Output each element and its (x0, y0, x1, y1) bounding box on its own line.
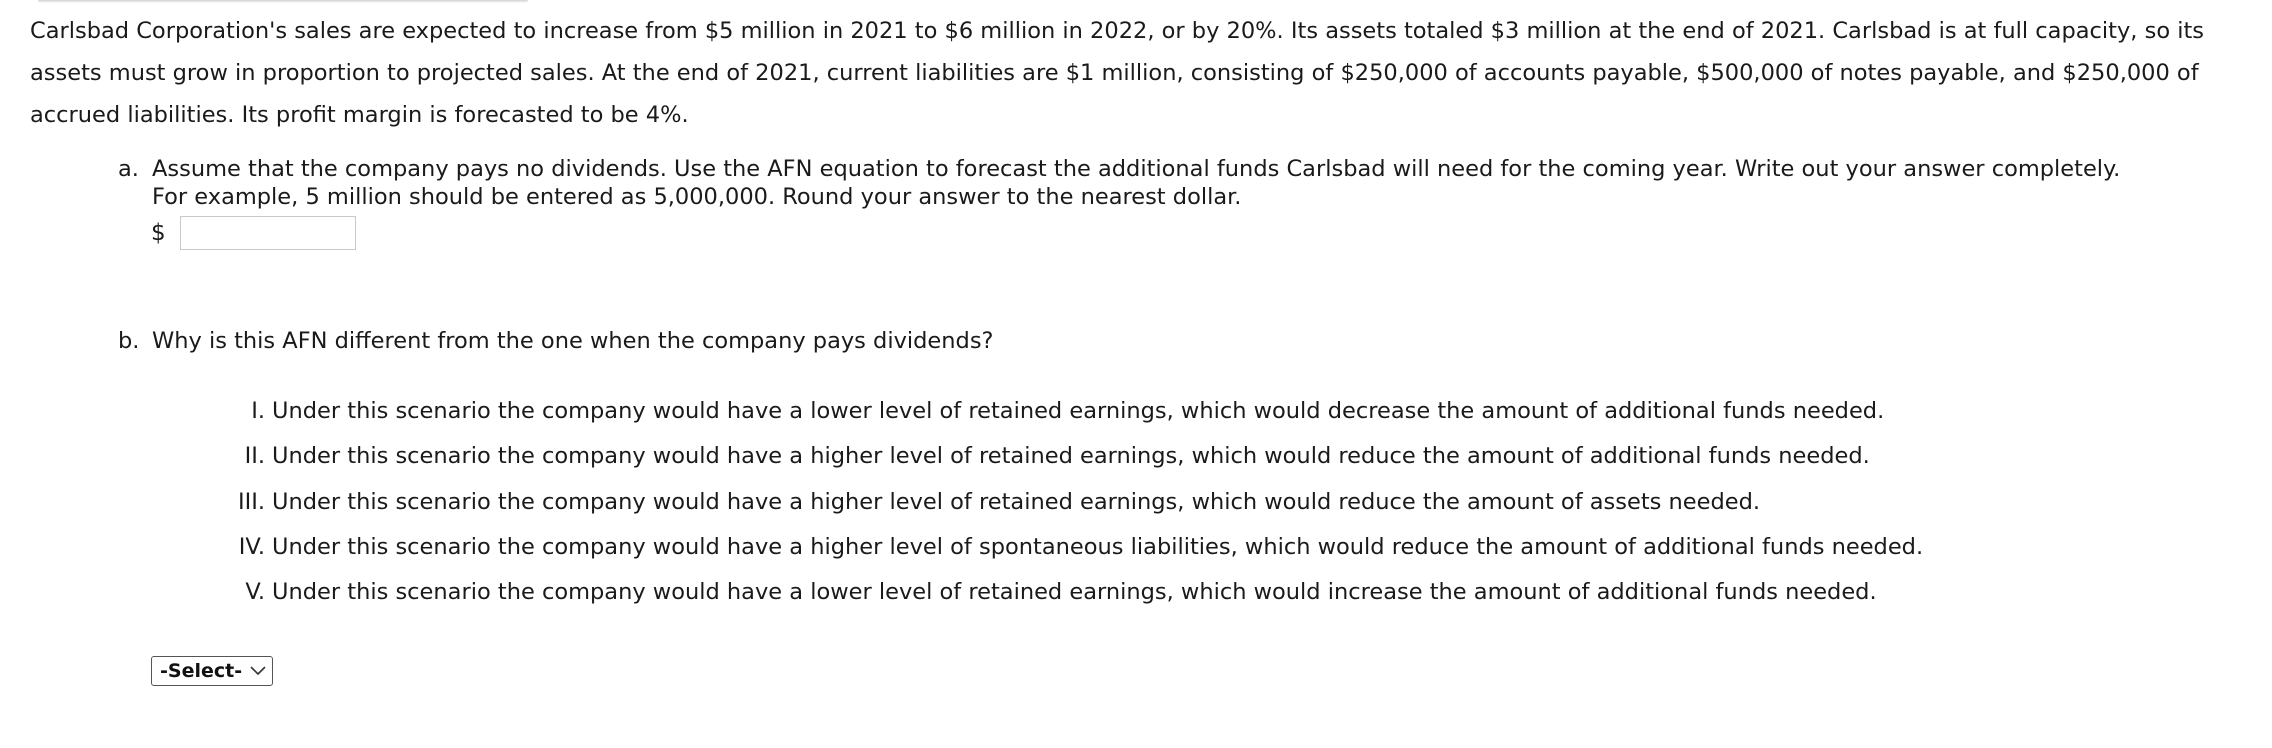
part-b-text: Why is this AFN different from the one when the company pays dividends? (152, 328, 994, 354)
part-b-label: b. (118, 328, 140, 354)
top-edge-shadow (38, 0, 528, 3)
select-value: -Select- (160, 660, 243, 682)
part-a-text: Assume that the company pays no dividends. Use the AFN equation to forecast the additional funds Carlsbad will need for the coming year. Write out your answer completely. For example, 5 million should be entered as 5,000,000. Round your answer to the nearest dollar. (152, 156, 2121, 210)
part-a-label: a. (118, 156, 139, 182)
option-number: III. (237, 489, 265, 515)
afn-answer-input[interactable] (180, 216, 356, 250)
chevron-down-icon (250, 666, 266, 676)
answer-row (151, 213, 356, 253)
option-number: IV. (238, 534, 265, 560)
option-text: Under this scenario the company would have a lower level of retained earnings, which would increase the amount of additional funds needed. (272, 579, 1877, 605)
option-number: V. (245, 579, 265, 605)
option-text: Under this scenario the company would have a higher level of retained earnings, which would reduce the amount of assets needed. (272, 489, 1761, 515)
answer-select-dropdown[interactable] (151, 656, 273, 686)
currency-symbol: $ (151, 220, 166, 246)
part-a (118, 155, 2148, 211)
question-intro: Carlsbad Corporation's sales are expected to increase from $5 million in 2021 to $6 million in 2022, or by 20%. Its assets totaled $3 million at the end of 2021. Carlsbad is at full capacity, so its assets must grow in proportion to projected sales. At the end of 2021, current liabilities are $1 million, consisting of $250,000 of accounts payable, $500,000 of notes payable, and $250,000 of accrued liabilities. Its profit margin is forecasted to be 4%. (30, 18, 2205, 128)
option-number: II. (244, 443, 265, 469)
option-text: Under this scenario the company would have a higher level of spontaneous liabilities, which would reduce the amount of additional funds needed. (272, 534, 1924, 560)
option-text: Under this scenario the company would have a higher level of retained earnings, which would reduce the amount of additional funds needed. (272, 443, 1870, 469)
option-number: I. (251, 398, 265, 424)
part-b (118, 327, 2148, 355)
option-text: Under this scenario the company would have a lower level of retained earnings, which would decrease the amount of additional funds needed. (272, 398, 1885, 424)
